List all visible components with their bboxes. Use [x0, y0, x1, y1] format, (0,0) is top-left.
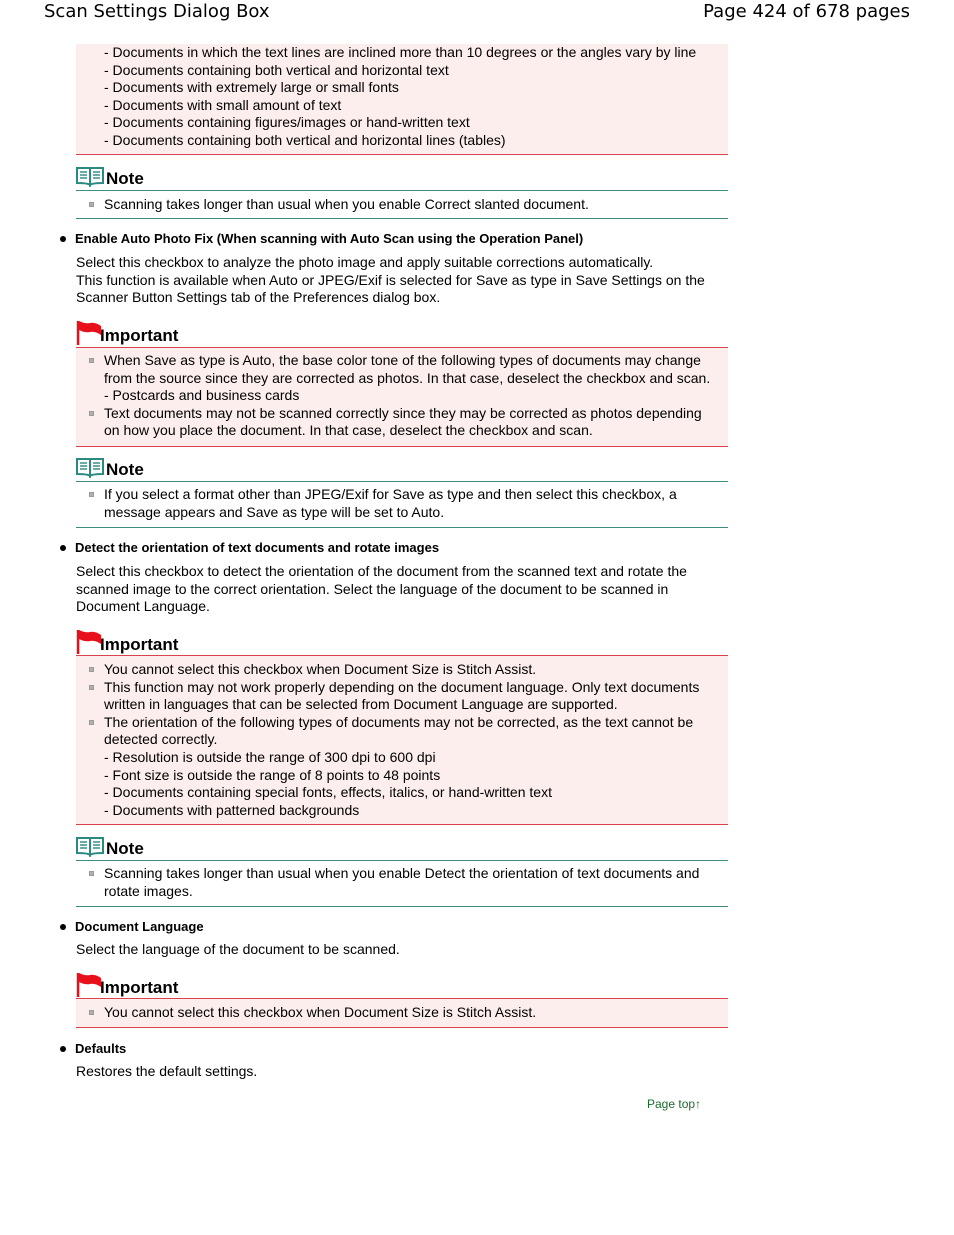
note-box: [76, 481, 728, 528]
important-box: [76, 998, 728, 1028]
list-item: Text documents may not be scanned correctly since they may be corrected as photos depending on how you place the document. In that case, deselect the checkbox and scan.: [76, 405, 728, 440]
important-label: Important: [100, 326, 179, 345]
section-description: Select this checkbox to analyze the photo image and apply suitable corrections automatically. This function is available when Auto or JPEG/Exif is selected for Save as type in Save Settings on the Scanner Button Settings tab of the Preferences dialog box.: [76, 254, 705, 306]
section-description: Restores the default settings.: [76, 1063, 258, 1079]
book-icon: [76, 835, 104, 857]
book-icon: [76, 165, 104, 187]
note-box: [76, 190, 728, 219]
document-title: Scan Settings Dialog Box: [44, 1, 270, 22]
page-top-link[interactable]: [647, 1097, 701, 1111]
list-item: If you select a format other than JPEG/Exif for Save as type and then select this checkbox, a message appears and Save as type will be set to Auto.: [76, 486, 728, 521]
list-item: - Documents containing both vertical and horizontal text: [104, 61, 449, 78]
bullet-dot-icon: [60, 1046, 66, 1052]
section-heading-orientation: Detect the orientation of text documents and rotate images: [60, 539, 439, 556]
red-flag-icon: [76, 320, 102, 346]
list-item: - Documents in which the text lines are inclined more than 10 degrees or the angles vary by line: [104, 44, 697, 60]
list-item: The orientation of the following types of documents may not be corrected, as the text cannot be detected correctly. - Resolution is outside the range of 300 dpi to 600 dpi - Font size is outside the range of 8 points to 48 points - Documents containing special fonts, effects, italics, or hand-written text - Documents with patterned backgrounds: [76, 714, 728, 820]
list-item: When Save as type is Auto, the base color tone of the following types of documents may change from the source since they are corrected as photos. In that case, deselect the checkbox and scan. - Postcards and business cards: [76, 352, 728, 405]
square-bullet-icon: [89, 667, 94, 672]
square-bullet-icon: [89, 492, 94, 497]
important-label: Important: [100, 635, 179, 654]
list-item: - Documents with small amount of text: [104, 96, 342, 113]
square-bullet-icon: [89, 685, 94, 690]
list-item: You cannot select this checkbox when Document Size is Stitch Assist.: [76, 1004, 728, 1022]
section-heading-defaults: Defaults: [60, 1040, 126, 1057]
list-item: You cannot select this checkbox when Document Size is Stitch Assist.: [76, 661, 728, 679]
page-counter: Page 424 of 678 pages: [703, 1, 910, 22]
list-item: Scanning takes longer than usual when you enable Correct slanted document.: [76, 196, 728, 214]
note-box: [76, 860, 728, 907]
square-bullet-icon: [89, 1010, 94, 1015]
list-item: - Documents containing figures/images or hand-written text: [104, 114, 470, 131]
page-header: [0, 0, 954, 28]
list-item: Scanning takes longer than usual when you enable Detect the orientation of text documents and rotate images.: [76, 865, 728, 900]
square-bullet-icon: [89, 411, 94, 416]
section-description: Select this checkbox to detect the orientation of the document from the scanned text and rotate the scanned image to the correct orientation. Select the language of the document to be scanned in Document Language.: [76, 563, 687, 615]
important-box-continued: [76, 44, 728, 155]
list-item: This function may not work properly depending on the document language. Only text documents written in languages that can be selected from Document Language are supported.: [76, 679, 728, 714]
list-item: - Documents with extremely large or small fonts: [104, 79, 399, 96]
note-label: Note: [106, 169, 144, 188]
bullet-dot-icon: [60, 236, 66, 242]
square-bullet-icon: [89, 202, 94, 207]
section-heading-auto-photo-fix: Enable Auto Photo Fix (When scanning with Auto Scan using the Operation Panel): [60, 230, 583, 247]
note-label: Note: [106, 460, 144, 479]
note-label: Note: [106, 839, 144, 858]
section-description: Select the language of the document to be scanned.: [76, 941, 400, 957]
page-top-label: Page top: [647, 1097, 696, 1111]
red-flag-icon: [76, 629, 102, 655]
list-item: - Documents containing both vertical and horizontal lines (tables): [104, 131, 506, 148]
square-bullet-icon: [89, 720, 94, 725]
bullet-dot-icon: [60, 924, 66, 930]
book-icon: [76, 456, 104, 478]
important-label: Important: [100, 978, 179, 997]
square-bullet-icon: [89, 871, 94, 876]
red-flag-icon: [76, 972, 102, 998]
important-box: [76, 655, 728, 825]
important-box: [76, 347, 728, 447]
bullet-dot-icon: [60, 545, 66, 551]
square-bullet-icon: [89, 358, 94, 363]
section-heading-document-language: Document Language: [60, 918, 204, 935]
up-arrow-icon: ↑: [695, 1097, 702, 1111]
